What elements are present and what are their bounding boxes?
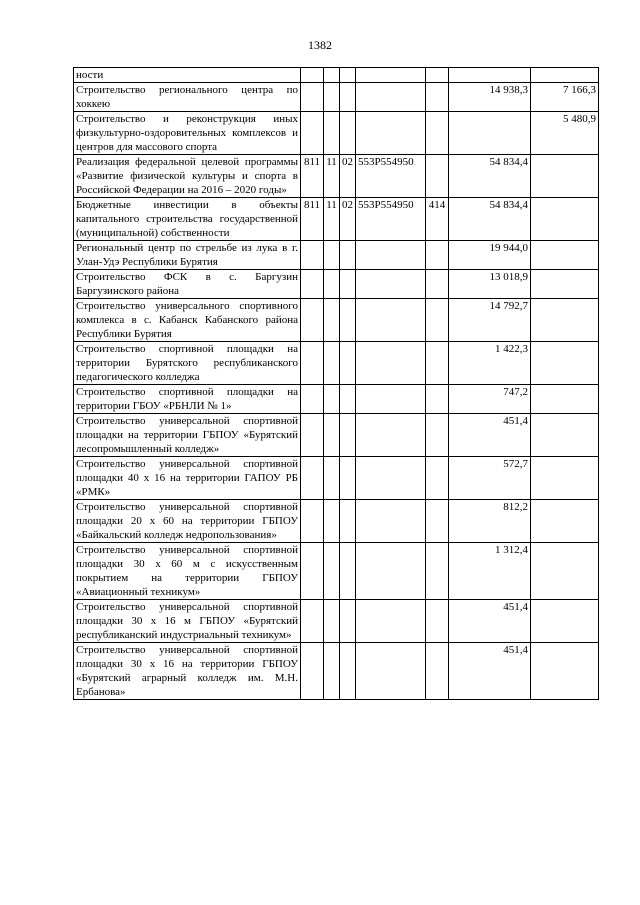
amount-cell-1: 451,4 bbox=[449, 600, 531, 643]
grbs-cell bbox=[301, 83, 324, 112]
section-cell bbox=[324, 643, 340, 700]
table-row bbox=[74, 643, 599, 700]
expense-type-cell bbox=[426, 385, 449, 414]
grbs-cell: 811 bbox=[301, 155, 324, 198]
amount-cell-2: 7 166,3 bbox=[531, 83, 599, 112]
amount-cell-1: 1 312,4 bbox=[449, 543, 531, 600]
item-name-cell: Строительство универсальной спортивной площадки 30 х 16 м ГБПОУ «Бурятский республиканский индустриальный техникум» bbox=[74, 600, 301, 643]
amount-cell-2 bbox=[531, 457, 599, 500]
table-row bbox=[74, 270, 599, 299]
subsection-cell bbox=[340, 112, 356, 155]
amount-cell-2: 5 480,9 bbox=[531, 112, 599, 155]
target-article-cell bbox=[356, 500, 426, 543]
expense-type-cell bbox=[426, 68, 449, 83]
target-article-cell bbox=[356, 643, 426, 700]
item-name-cell: ности bbox=[74, 68, 301, 83]
grbs-cell bbox=[301, 457, 324, 500]
amount-cell-1 bbox=[449, 112, 531, 155]
item-name-cell: Строительство спортивной площадки на территории Бурятского республиканского педагогического колледжа bbox=[74, 342, 301, 385]
table-row bbox=[74, 457, 599, 500]
subsection-cell bbox=[340, 600, 356, 643]
section-cell bbox=[324, 385, 340, 414]
table-row bbox=[74, 500, 599, 543]
section-cell bbox=[324, 83, 340, 112]
amount-cell-1: 54 834,4 bbox=[449, 198, 531, 241]
section-cell bbox=[324, 600, 340, 643]
expense-type-cell bbox=[426, 112, 449, 155]
amount-cell-2 bbox=[531, 342, 599, 385]
grbs-cell bbox=[301, 414, 324, 457]
subsection-cell bbox=[340, 500, 356, 543]
subsection-cell bbox=[340, 299, 356, 342]
item-name-cell: Строительство универсальной спортивной площадки 20 х 60 на территории ГБПОУ «Байкальский колледж недропользования» bbox=[74, 500, 301, 543]
section-cell: 11 bbox=[324, 198, 340, 241]
target-article-cell bbox=[356, 270, 426, 299]
amount-cell-1: 14 938,3 bbox=[449, 83, 531, 112]
table-row bbox=[74, 414, 599, 457]
section-cell bbox=[324, 414, 340, 457]
section-cell bbox=[324, 342, 340, 385]
subsection-cell bbox=[340, 385, 356, 414]
expense-type-cell bbox=[426, 299, 449, 342]
section-cell bbox=[324, 68, 340, 83]
item-name-cell: Строительство универсальной спортивной площадки 30 х 60 м с искусственным покрытием на территории ГБПОУ «Авиационный техникум» bbox=[74, 543, 301, 600]
grbs-cell bbox=[301, 270, 324, 299]
section-cell bbox=[324, 500, 340, 543]
table-row bbox=[74, 68, 599, 83]
amount-cell-2 bbox=[531, 68, 599, 83]
subsection-cell bbox=[340, 457, 356, 500]
subsection-cell bbox=[340, 543, 356, 600]
amount-cell-2 bbox=[531, 500, 599, 543]
subsection-cell: 02 bbox=[340, 198, 356, 241]
expense-type-cell: 414 bbox=[426, 198, 449, 241]
item-name-cell: Строительство регионального центра по хоккею bbox=[74, 83, 301, 112]
grbs-cell bbox=[301, 543, 324, 600]
amount-cell-1: 572,7 bbox=[449, 457, 531, 500]
amount-cell-1: 451,4 bbox=[449, 414, 531, 457]
table-row bbox=[74, 198, 599, 241]
subsection-cell bbox=[340, 68, 356, 83]
subsection-cell bbox=[340, 342, 356, 385]
item-name-cell: Строительство универсального спортивного комплекса в с. Кабанск Кабанского района Республики Бурятия bbox=[74, 299, 301, 342]
expense-type-cell bbox=[426, 342, 449, 385]
section-cell bbox=[324, 457, 340, 500]
table-row bbox=[74, 600, 599, 643]
amount-cell-1: 1 422,3 bbox=[449, 342, 531, 385]
amount-cell-1: 54 834,4 bbox=[449, 155, 531, 198]
expense-type-cell bbox=[426, 241, 449, 270]
item-name-cell: Строительство универсальной спортивной площадки 40 х 16 на территории ГАПОУ РБ «РМК» bbox=[74, 457, 301, 500]
item-name-cell: Строительство и реконструкция иных физкультурно-оздоровительных комплексов и центров для массового спорта bbox=[74, 112, 301, 155]
expense-type-cell bbox=[426, 643, 449, 700]
table-row bbox=[74, 241, 599, 270]
amount-cell-2 bbox=[531, 270, 599, 299]
subsection-cell bbox=[340, 414, 356, 457]
table-row bbox=[74, 543, 599, 600]
target-article-cell: 553P554950 bbox=[356, 155, 426, 198]
target-article-cell bbox=[356, 543, 426, 600]
page-number: 1382 bbox=[308, 38, 332, 52]
section-cell: 11 bbox=[324, 155, 340, 198]
amount-cell-2 bbox=[531, 543, 599, 600]
table-row bbox=[74, 155, 599, 198]
table-row bbox=[74, 342, 599, 385]
item-name-cell: Бюджетные инвестиции в объекты капитального строительства государственной (муниципальной) собственности bbox=[74, 198, 301, 241]
target-article-cell bbox=[356, 414, 426, 457]
item-name-cell: Строительство универсальной спортивной площадки на территории ГБПОУ «Бурятский лесопромышленный колледж» bbox=[74, 414, 301, 457]
subsection-cell: 02 bbox=[340, 155, 356, 198]
item-name-cell: Строительство универсальной спортивной площадки 30 х 16 на территории ГБПОУ «Бурятский аграрный колледж им. М.Н. Ербанова» bbox=[74, 643, 301, 700]
target-article-cell bbox=[356, 342, 426, 385]
section-cell bbox=[324, 270, 340, 299]
section-cell bbox=[324, 543, 340, 600]
expense-type-cell bbox=[426, 457, 449, 500]
item-name-cell: Строительство спортивной площадки на территории ГБОУ «РБНЛИ № 1» bbox=[74, 385, 301, 414]
target-article-cell: 553P554950 bbox=[356, 198, 426, 241]
table-row bbox=[74, 112, 599, 155]
grbs-cell bbox=[301, 500, 324, 543]
amount-cell-2 bbox=[531, 241, 599, 270]
amount-cell-1: 14 792,7 bbox=[449, 299, 531, 342]
amount-cell-1: 812,2 bbox=[449, 500, 531, 543]
amount-cell-1 bbox=[449, 68, 531, 83]
subsection-cell bbox=[340, 270, 356, 299]
amount-cell-2 bbox=[531, 299, 599, 342]
expense-type-cell bbox=[426, 500, 449, 543]
expense-type-cell bbox=[426, 270, 449, 299]
amount-cell-2 bbox=[531, 385, 599, 414]
expense-type-cell bbox=[426, 543, 449, 600]
table-row bbox=[74, 83, 599, 112]
item-name-cell: Строительство ФСК в с. Баргузин Баргузинского района bbox=[74, 270, 301, 299]
table-row bbox=[74, 299, 599, 342]
grbs-cell bbox=[301, 342, 324, 385]
amount-cell-1: 747,2 bbox=[449, 385, 531, 414]
target-article-cell bbox=[356, 457, 426, 500]
grbs-cell bbox=[301, 112, 324, 155]
amount-cell-2 bbox=[531, 198, 599, 241]
target-article-cell bbox=[356, 241, 426, 270]
grbs-cell bbox=[301, 68, 324, 83]
amount-cell-1: 13 018,9 bbox=[449, 270, 531, 299]
item-name-cell: Реализация федеральной целевой программы «Развитие физической культуры и спорта в Российской Федерации на 2016 – 2020 годы» bbox=[74, 155, 301, 198]
amount-cell-2 bbox=[531, 414, 599, 457]
target-article-cell bbox=[356, 112, 426, 155]
target-article-cell bbox=[356, 83, 426, 112]
expense-type-cell bbox=[426, 414, 449, 457]
target-article-cell bbox=[356, 299, 426, 342]
subsection-cell bbox=[340, 83, 356, 112]
section-cell bbox=[324, 241, 340, 270]
budget-table bbox=[73, 67, 599, 700]
amount-cell-1: 451,4 bbox=[449, 643, 531, 700]
target-article-cell bbox=[356, 385, 426, 414]
grbs-cell: 811 bbox=[301, 198, 324, 241]
amount-cell-1: 19 944,0 bbox=[449, 241, 531, 270]
subsection-cell bbox=[340, 241, 356, 270]
target-article-cell bbox=[356, 600, 426, 643]
amount-cell-2 bbox=[531, 155, 599, 198]
grbs-cell bbox=[301, 299, 324, 342]
subsection-cell bbox=[340, 643, 356, 700]
table-row bbox=[74, 385, 599, 414]
item-name-cell: Региональный центр по стрельбе из лука в г. Улан-Удэ Республики Бурятия bbox=[74, 241, 301, 270]
grbs-cell bbox=[301, 385, 324, 414]
expense-type-cell bbox=[426, 83, 449, 112]
expense-type-cell bbox=[426, 155, 449, 198]
grbs-cell bbox=[301, 643, 324, 700]
grbs-cell bbox=[301, 241, 324, 270]
amount-cell-2 bbox=[531, 600, 599, 643]
target-article-cell bbox=[356, 68, 426, 83]
grbs-cell bbox=[301, 600, 324, 643]
amount-cell-2 bbox=[531, 643, 599, 700]
section-cell bbox=[324, 299, 340, 342]
section-cell bbox=[324, 112, 340, 155]
expense-type-cell bbox=[426, 600, 449, 643]
